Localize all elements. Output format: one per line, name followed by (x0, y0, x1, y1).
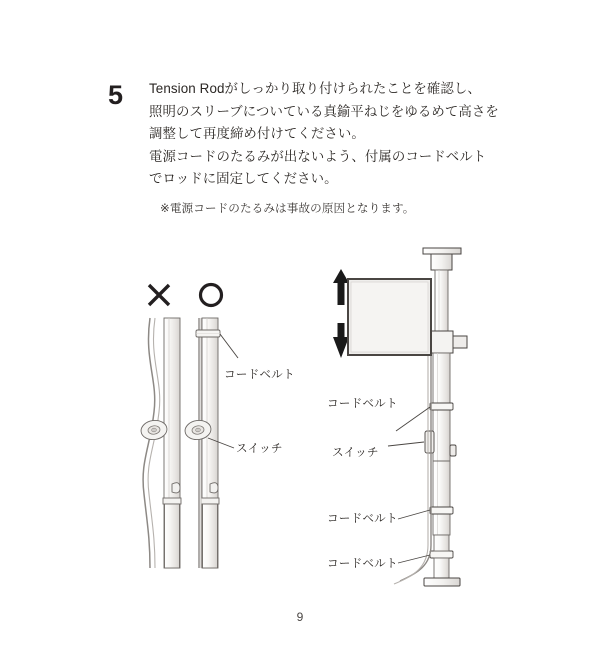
rod-assembly-svg (318, 235, 503, 595)
lamp-shade-panel (348, 279, 431, 355)
cord-clip-good (210, 483, 218, 493)
bad-example-group (140, 285, 181, 568)
figure-cord-routing-comparison (128, 262, 328, 592)
step-line-3: 調整して再度締め付けてください。 (149, 126, 365, 141)
leader-line-cord-belt (220, 334, 238, 358)
arrow-down-icon (333, 323, 349, 358)
cord-belt-upper (430, 403, 453, 410)
label-cord-belt-upper: コードベルト (327, 397, 398, 410)
rod-bad (163, 318, 181, 568)
circle-mark-icon (201, 285, 222, 306)
step-text-body (149, 78, 528, 191)
label-switch-right: スイッチ (332, 446, 379, 459)
cross-mark-icon (149, 285, 169, 305)
label-cord-belt-lower: コードベルト (327, 557, 398, 570)
cord-belt-middle (430, 507, 453, 514)
cord-routing-svg (128, 262, 328, 592)
cord-belt-ring-good (196, 330, 220, 337)
step-line-2: 照明のスリーブについている真鍮平ねじをゆるめて高さを (149, 103, 499, 119)
arrow-up-icon (333, 269, 349, 305)
rod-good (201, 318, 219, 568)
leader-line-switch-right (388, 442, 424, 446)
label-cord-belt: コードベルト (224, 368, 295, 381)
cord-clip-bad (172, 483, 180, 493)
label-cord-belt-middle: コードベルト (327, 512, 398, 525)
page-number: 9 (296, 610, 304, 624)
step-line-5: でロッドに固定してください。 (149, 171, 338, 186)
step-line-1: Tension Rodがしっかり取り付けられたことを確認し、 (149, 81, 481, 96)
leader-line-cord-belt-middle (398, 510, 430, 519)
step-number: 5 (108, 80, 123, 110)
label-switch: スイッチ (236, 442, 283, 455)
step-line-4: 電源コードのたるみが出ないよう、付属のコードベルト (149, 148, 487, 164)
power-cord-right-inner (394, 353, 428, 584)
good-example-group (184, 285, 222, 569)
step-caution-note: ※電源コードのたるみは事故の原因となります。 (160, 201, 415, 215)
power-cord-right (400, 353, 431, 581)
cord-belt-lower (430, 551, 453, 558)
step-instruction-block (108, 78, 528, 217)
leader-line-cord-belt-upper (396, 407, 430, 431)
figure-rod-assembly-overview (318, 235, 503, 595)
